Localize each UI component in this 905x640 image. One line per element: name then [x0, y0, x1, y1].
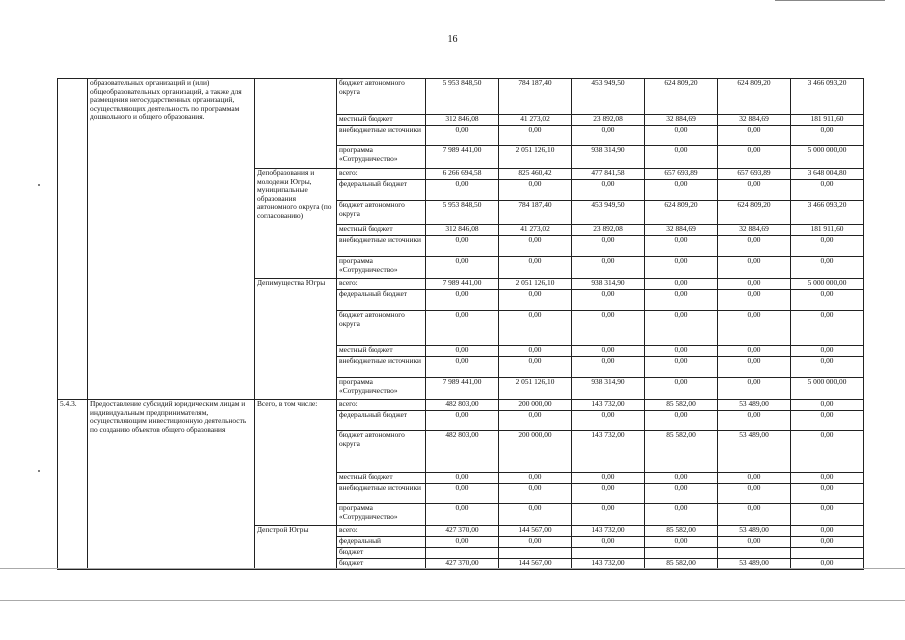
amount-cell: 3 648 004,80 — [791, 169, 864, 180]
amount-cell: 0,00 — [572, 311, 645, 346]
funding-source-cell: всего: — [337, 400, 426, 411]
amount-cell: 0,00 — [718, 484, 791, 504]
amount-cell: 938 314,90 — [572, 378, 645, 400]
bottom-scan-line — [0, 568, 905, 569]
amount-cell — [499, 548, 572, 559]
amount-cell: 0,00 — [572, 537, 645, 548]
amount-cell: 0,00 — [718, 146, 791, 169]
amount-cell: 0,00 — [645, 473, 718, 484]
funding-source-cell: всего: — [337, 279, 426, 290]
amount-cell: 0,00 — [718, 473, 791, 484]
funding-source-cell: программа «Сотрудничество» — [337, 146, 426, 169]
amount-cell: 0,00 — [426, 236, 499, 257]
amount-cell: 200 000,00 — [499, 400, 572, 411]
amount-cell: 0,00 — [791, 346, 864, 357]
amount-cell: 0,00 — [499, 346, 572, 357]
amount-cell: 0,00 — [572, 411, 645, 431]
amount-cell: 7 989 441,00 — [426, 378, 499, 400]
amount-cell: 427 370,00 — [426, 526, 499, 537]
executor-cell: Всего, в том числе: — [255, 400, 337, 526]
amount-cell: 0,00 — [791, 559, 864, 570]
amount-cell: 0,00 — [718, 378, 791, 400]
amount-cell: 0,00 — [426, 180, 499, 201]
funding-source-cell: программа «Сотрудничество» — [337, 378, 426, 400]
amount-cell: 825 460,42 — [499, 169, 572, 180]
amount-cell: 0,00 — [791, 290, 864, 311]
amount-cell: 5 953 848,50 — [426, 79, 499, 115]
amount-cell: 0,00 — [499, 257, 572, 279]
amount-cell: 0,00 — [499, 411, 572, 431]
amount-cell: 477 841,58 — [572, 169, 645, 180]
amount-cell: 32 884,69 — [718, 225, 791, 236]
amount-cell: 41 273,02 — [499, 225, 572, 236]
measure-number-cell: 5.4.3. — [58, 400, 88, 570]
amount-cell: 23 892,08 — [572, 225, 645, 236]
amount-cell: 312 846,08 — [426, 225, 499, 236]
amount-cell — [572, 548, 645, 559]
amount-cell: 0,00 — [718, 236, 791, 257]
amount-cell: 2 051 126,10 — [499, 378, 572, 400]
amount-cell: 0,00 — [791, 473, 864, 484]
amount-cell: 0,00 — [791, 126, 864, 146]
amount-cell: 6 266 694,58 — [426, 169, 499, 180]
amount-cell: 181 911,60 — [791, 225, 864, 236]
executor-cell — [255, 79, 337, 169]
amount-cell: 41 273,02 — [499, 115, 572, 126]
amount-cell: 143 732,00 — [572, 526, 645, 537]
amount-cell: 0,00 — [645, 411, 718, 431]
amount-cell: 312 846,08 — [426, 115, 499, 126]
amount-cell: 0,00 — [572, 126, 645, 146]
amount-cell: 624 809,20 — [718, 201, 791, 225]
funding-source-cell: внебюджетные источники — [337, 126, 426, 146]
amount-cell: 0,00 — [791, 411, 864, 431]
funding-source-cell: местный бюджет — [337, 225, 426, 236]
amount-cell: 0,00 — [645, 290, 718, 311]
funding-source-cell: федеральный бюджет — [337, 290, 426, 311]
amount-cell: 144 567,00 — [499, 559, 572, 570]
amount-cell: 0,00 — [645, 537, 718, 548]
amount-cell: 0,00 — [791, 526, 864, 537]
amount-cell: 3 466 093,20 — [791, 201, 864, 225]
funding-source-cell: местный бюджет — [337, 115, 426, 126]
amount-cell: 85 582,00 — [645, 559, 718, 570]
amount-cell: 0,00 — [791, 357, 864, 378]
amount-cell: 23 892,08 — [572, 115, 645, 126]
amount-cell: 0,00 — [426, 537, 499, 548]
amount-cell: 0,00 — [791, 180, 864, 201]
amount-cell: 0,00 — [791, 311, 864, 346]
page-number: 16 — [447, 34, 458, 45]
amount-cell: 0,00 — [791, 400, 864, 411]
amount-cell: 0,00 — [572, 180, 645, 201]
amount-cell: 0,00 — [791, 504, 864, 526]
amount-cell: 0,00 — [499, 357, 572, 378]
budget-table — [57, 78, 864, 570]
amount-cell: 0,00 — [645, 378, 718, 400]
funding-source-cell: внебюджетные источники — [337, 484, 426, 504]
table-row — [58, 79, 864, 115]
amount-cell: 181 911,60 — [791, 115, 864, 126]
amount-cell: 0,00 — [791, 484, 864, 504]
amount-cell: 0,00 — [572, 346, 645, 357]
funding-source-cell: программа «Сотрудничество» — [337, 257, 426, 279]
amount-cell: 0,00 — [426, 484, 499, 504]
measure-name-cell: Предоставление субсидий юридическим лицам и индивидуальным предпринимателям, осуществляющим инвестиционную деятельность по созданию объектов общего образования — [88, 400, 255, 570]
amount-cell: 53 489,00 — [718, 559, 791, 570]
amount-cell: 0,00 — [718, 311, 791, 346]
amount-cell: 143 732,00 — [572, 400, 645, 411]
amount-cell: 3 466 093,20 — [791, 79, 864, 115]
measure-number-cell — [58, 79, 88, 400]
amount-cell: 624 809,20 — [645, 79, 718, 115]
funding-source-cell: бюджет — [337, 559, 426, 570]
amount-cell: 7 989 441,00 — [426, 279, 499, 290]
funding-source-cell: бюджет автономного округа — [337, 311, 426, 346]
amount-cell: 53 489,00 — [718, 400, 791, 411]
amount-cell: 0,00 — [645, 180, 718, 201]
amount-cell: 0,00 — [645, 504, 718, 526]
amount-cell: 784 187,40 — [499, 79, 572, 115]
amount-cell: 784 187,40 — [499, 201, 572, 225]
amount-cell: 0,00 — [572, 290, 645, 311]
amount-cell: 0,00 — [645, 236, 718, 257]
funding-source-cell: бюджет автономного округа — [337, 201, 426, 225]
amount-cell: 0,00 — [499, 473, 572, 484]
amount-cell — [426, 548, 499, 559]
amount-cell: 0,00 — [572, 473, 645, 484]
scan-dot — [38, 184, 40, 186]
scan-dot — [38, 470, 40, 472]
amount-cell: 0,00 — [426, 473, 499, 484]
amount-cell: 0,00 — [718, 180, 791, 201]
funding-source-cell: местный бюджет — [337, 473, 426, 484]
amount-cell: 143 732,00 — [572, 559, 645, 570]
amount-cell: 7 989 441,00 — [426, 146, 499, 169]
amount-cell: 0,00 — [718, 126, 791, 146]
amount-cell: 0,00 — [791, 236, 864, 257]
amount-cell: 0,00 — [499, 537, 572, 548]
funding-source-cell: бюджет — [337, 548, 426, 559]
amount-cell: 0,00 — [718, 411, 791, 431]
amount-cell: 0,00 — [645, 311, 718, 346]
executor-cell: Депимущества Югры — [255, 279, 337, 400]
amount-cell: 0,00 — [499, 180, 572, 201]
amount-cell: 0,00 — [572, 504, 645, 526]
measure-name-cell: образовательных организаций и (или) общеобразовательных организаций, а также для размещения негосударственных организаций, осуществляющих деятельность по программам дошкольного и общего образования. — [88, 79, 255, 400]
funding-source-cell: местный бюджет — [337, 346, 426, 357]
amount-cell: 0,00 — [426, 290, 499, 311]
amount-cell: 5 000 000,00 — [791, 146, 864, 169]
amount-cell: 0,00 — [645, 126, 718, 146]
amount-cell: 0,00 — [791, 257, 864, 279]
amount-cell: 657 693,89 — [645, 169, 718, 180]
funding-source-cell: бюджет автономного округа — [337, 79, 426, 115]
amount-cell: 0,00 — [645, 346, 718, 357]
funding-source-cell: программа «Сотрудничество» — [337, 504, 426, 526]
amount-cell: 143 732,00 — [572, 431, 645, 473]
amount-cell: 624 809,20 — [645, 201, 718, 225]
amount-cell: 0,00 — [499, 126, 572, 146]
funding-source-cell: внебюджетные источники — [337, 236, 426, 257]
amount-cell: 657 693,89 — [718, 169, 791, 180]
amount-cell: 624 809,20 — [718, 79, 791, 115]
funding-source-cell: федеральный — [337, 537, 426, 548]
amount-cell: 0,00 — [426, 311, 499, 346]
amount-cell: 427 370,00 — [426, 559, 499, 570]
amount-cell: 0,00 — [718, 346, 791, 357]
amount-cell: 482 803,00 — [426, 400, 499, 411]
amount-cell — [718, 548, 791, 559]
funding-source-cell: бюджет автономного округа — [337, 431, 426, 473]
bottom-scan-line — [0, 600, 905, 601]
funding-source-cell: всего: — [337, 169, 426, 180]
amount-cell: 2 051 126,10 — [499, 279, 572, 290]
top-edge-mark — [775, 0, 885, 1]
funding-source-cell: федеральный бюджет — [337, 180, 426, 201]
amount-cell: 53 489,00 — [718, 431, 791, 473]
amount-cell: 0,00 — [791, 537, 864, 548]
amount-cell: 0,00 — [645, 146, 718, 169]
amount-cell: 0,00 — [645, 279, 718, 290]
amount-cell: 0,00 — [718, 257, 791, 279]
amount-cell: 482 803,00 — [426, 431, 499, 473]
amount-cell: 0,00 — [572, 484, 645, 504]
funding-source-cell: внебюджетные источники — [337, 357, 426, 378]
amount-cell: 0,00 — [718, 537, 791, 548]
amount-cell — [791, 548, 864, 559]
amount-cell: 0,00 — [718, 504, 791, 526]
amount-cell: 0,00 — [426, 504, 499, 526]
executor-cell: Депстрой Югры — [255, 526, 337, 570]
amount-cell: 0,00 — [426, 126, 499, 146]
amount-cell: 5 000 000,00 — [791, 279, 864, 290]
amount-cell: 85 582,00 — [645, 400, 718, 411]
amount-cell: 0,00 — [499, 484, 572, 504]
amount-cell: 0,00 — [499, 311, 572, 346]
amount-cell: 0,00 — [718, 357, 791, 378]
funding-source-cell: всего: — [337, 526, 426, 537]
amount-cell: 0,00 — [426, 346, 499, 357]
amount-cell: 0,00 — [645, 484, 718, 504]
amount-cell: 32 884,69 — [718, 115, 791, 126]
amount-cell: 32 884,69 — [645, 225, 718, 236]
amount-cell: 5 953 848,50 — [426, 201, 499, 225]
amount-cell: 453 949,50 — [572, 79, 645, 115]
amount-cell: 85 582,00 — [645, 431, 718, 473]
amount-cell: 32 884,69 — [645, 115, 718, 126]
amount-cell: 938 314,90 — [572, 279, 645, 290]
table-row — [58, 400, 864, 411]
amount-cell: 0,00 — [426, 411, 499, 431]
amount-cell: 938 314,90 — [572, 146, 645, 169]
amount-cell: 0,00 — [426, 357, 499, 378]
amount-cell: 0,00 — [718, 290, 791, 311]
amount-cell: 0,00 — [572, 257, 645, 279]
amount-cell: 85 582,00 — [645, 526, 718, 537]
amount-cell: 0,00 — [572, 236, 645, 257]
amount-cell: 0,00 — [499, 504, 572, 526]
amount-cell: 0,00 — [645, 357, 718, 378]
amount-cell: 0,00 — [572, 357, 645, 378]
amount-cell: 2 051 126,10 — [499, 146, 572, 169]
executor-cell: Депобразования и молодежи Югры, муниципальные образования автономного округа (по согласованию) — [255, 169, 337, 279]
amount-cell: 5 000 000,00 — [791, 378, 864, 400]
amount-cell: 0,00 — [426, 257, 499, 279]
amount-cell: 0,00 — [645, 257, 718, 279]
amount-cell — [645, 548, 718, 559]
amount-cell: 53 489,00 — [718, 526, 791, 537]
amount-cell: 144 567,00 — [499, 526, 572, 537]
amount-cell: 0,00 — [718, 279, 791, 290]
amount-cell: 0,00 — [499, 290, 572, 311]
amount-cell: 200 000,00 — [499, 431, 572, 473]
funding-source-cell: федеральный бюджет — [337, 411, 426, 431]
amount-cell: 0,00 — [791, 431, 864, 473]
amount-cell: 0,00 — [499, 236, 572, 257]
amount-cell: 453 949,50 — [572, 201, 645, 225]
